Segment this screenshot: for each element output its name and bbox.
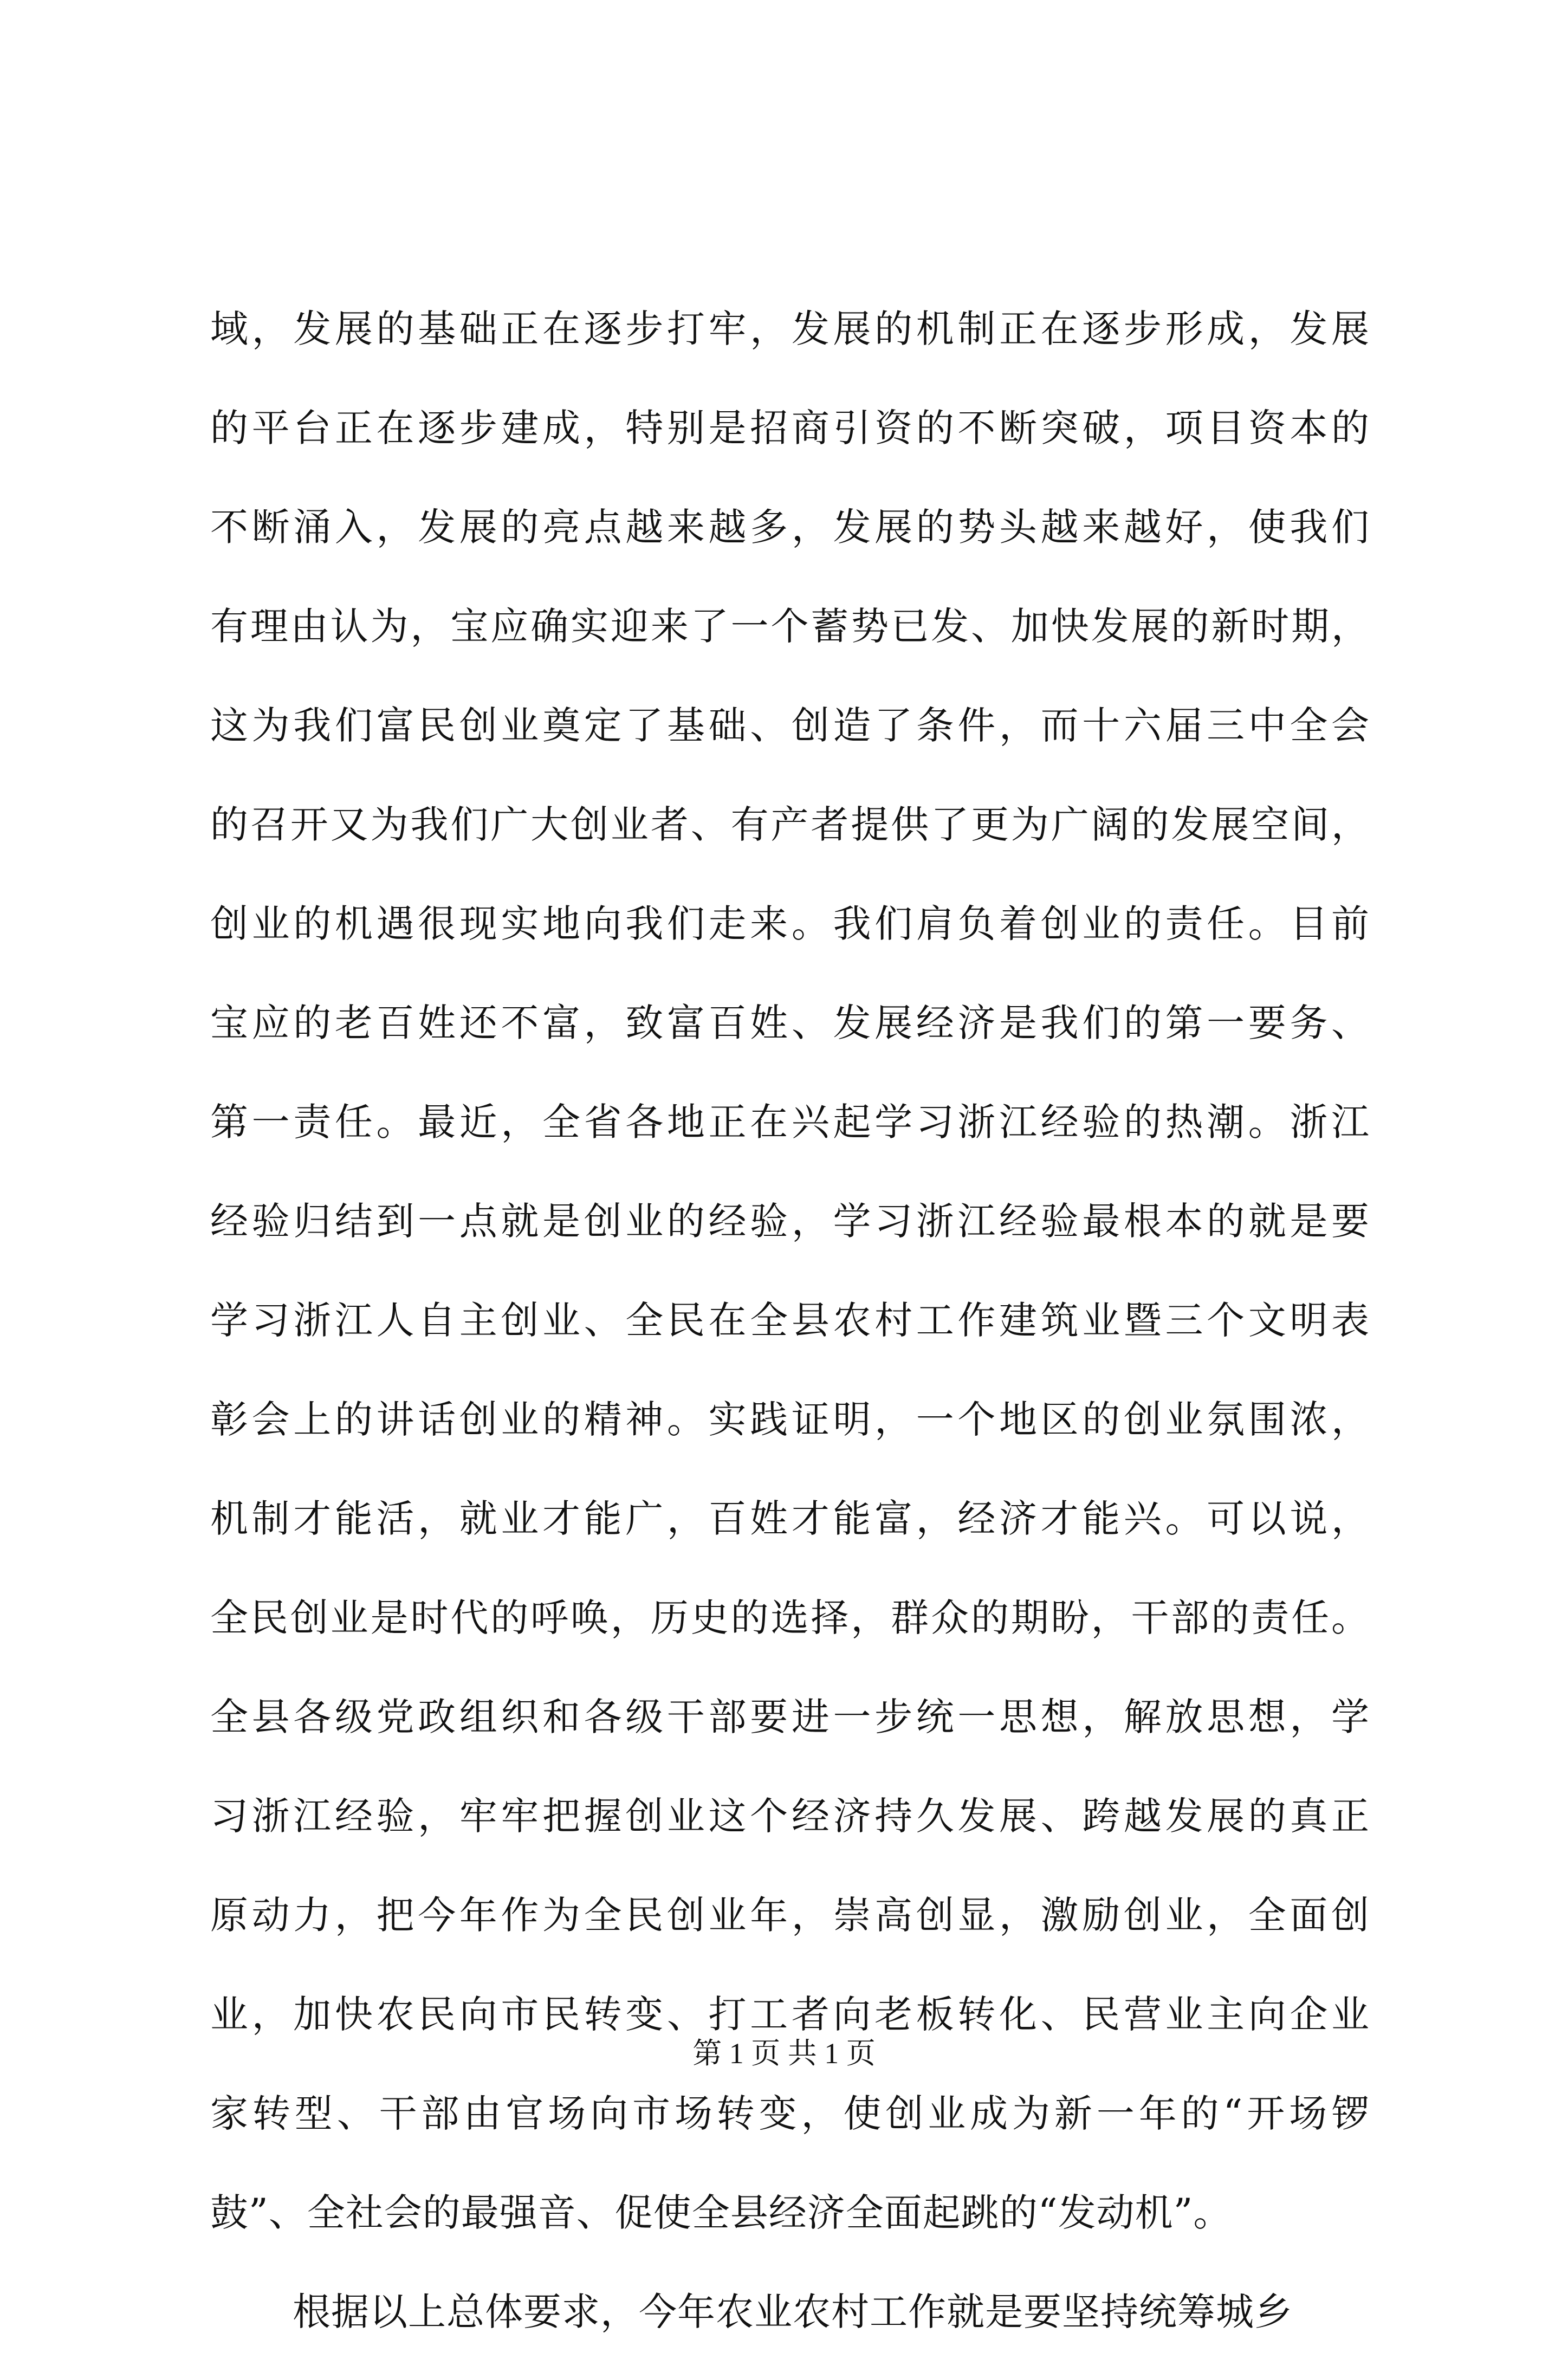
- text-line: 宝应的老百姓还不富，致富百姓、发展经济是我们的第一要务、: [210, 1001, 1370, 1045]
- text-line: 原动力，把今年作为全民创业年，崇高创显，激励创业，全面创: [210, 1893, 1370, 1937]
- text-line: 家转型、干部由官场向市场转变，使创业成为新一年的“开场锣: [210, 2091, 1370, 2136]
- text-line: 第一责任。最近，全省各地正在兴起学习浙江经验的热潮。浙江: [210, 1100, 1370, 1144]
- text-line: 学习浙江人自主创业、全民在全县农村工作建筑业暨三个文明表: [210, 1298, 1370, 1343]
- text-line: 不断涌入，发展的亮点越来越多，发展的势头越来越好，使我们: [210, 505, 1370, 549]
- text-line: 的召开又为我们广大创业者、有产者提供了更为广阔的发展空间，: [210, 802, 1370, 847]
- text-line: 创业的机遇很现实地向我们走来。我们肩负着创业的责任。目前: [210, 902, 1370, 946]
- paragraph-1: [210, 290, 1370, 2273]
- text-line: 业，加快农民向市民转变、打工者向老板转化、民营业主向企业: [210, 1992, 1370, 2037]
- text-line: 根据以上总体要求，今年农业农村工作就是要坚持统筹城乡: [293, 2290, 1293, 2334]
- text-line: 有理由认为，宝应确实迎来了一个蓄势已发、加快发展的新时期，: [210, 604, 1370, 649]
- text-line: 鼓”、全社会的最强音、促使全县经济全面起跳的“发动机”。: [210, 2190, 1232, 2235]
- text-line: 习浙江经验，牢牢把握创业这个经济持久发展、跨越发展的真正: [210, 1794, 1370, 1838]
- text-line: 域，发展的基础正在逐步打牢，发展的机制正在逐步形成，发展: [210, 307, 1370, 351]
- text-line: 彰会上的讲话创业的精神。实践证明，一个地区的创业氛围浓，: [210, 1397, 1370, 1442]
- paragraph-2: [210, 2273, 1370, 2372]
- text-line: 全县各级党政组织和各级干部要进一步统一思想，解放思想，学: [210, 1695, 1370, 1739]
- text-line: 机制才能活，就业才能广，百姓才能富，经济才能兴。可以说，: [210, 1496, 1370, 1541]
- text-line: 经验归结到一点就是创业的经验，学习浙江经验最根本的就是要: [210, 1199, 1370, 1243]
- text-line: 这为我们富民创业奠定了基础、创造了条件，而十六届三中全会: [210, 703, 1370, 748]
- text-line: 全民创业是时代的呼唤，历史的选择，群众的期盼，干部的责任。: [210, 1596, 1370, 1640]
- page-number: 第 1 页 共 1 页: [692, 2037, 876, 2070]
- text-line: 的平台正在逐步建成，特别是招商引资的不断突破，项目资本的: [210, 406, 1370, 450]
